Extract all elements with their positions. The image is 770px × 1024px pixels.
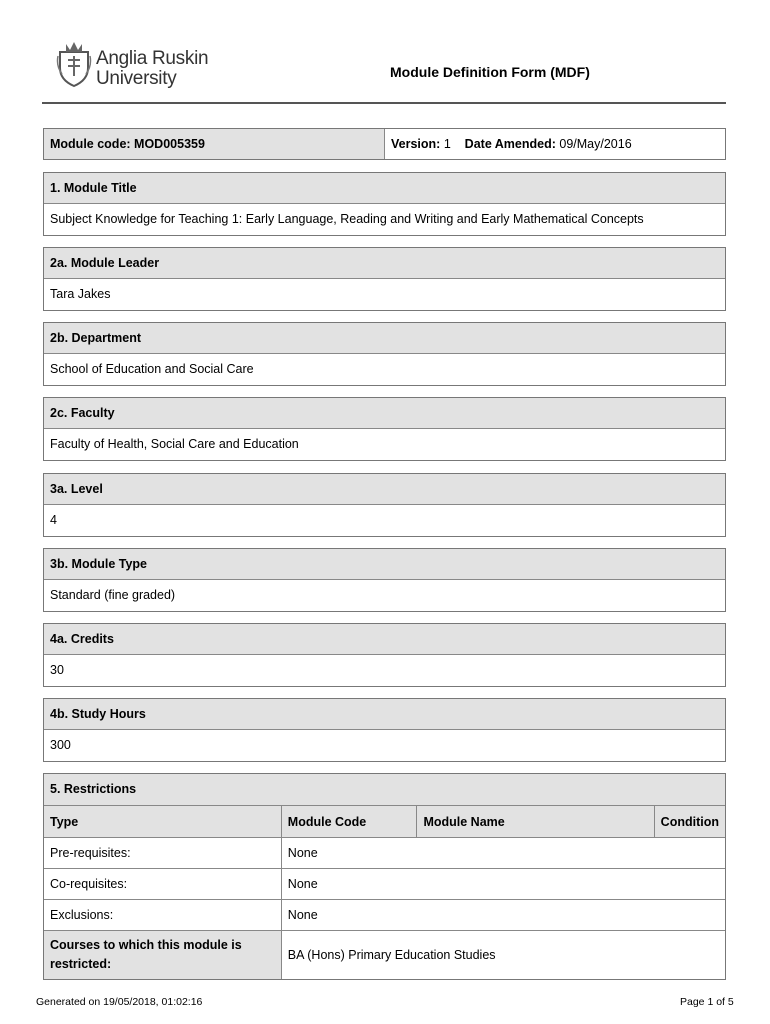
restriction-value: None	[281, 900, 725, 931]
section-module-leader	[43, 247, 726, 311]
section-value: 4	[50, 513, 57, 527]
section-department	[43, 322, 726, 386]
section-header: 2c. Faculty	[44, 398, 725, 429]
section-faculty	[43, 397, 726, 461]
version-label: Version:	[391, 137, 441, 151]
section-study-hours	[43, 698, 726, 762]
restriction-type: Co-requisites:	[44, 869, 281, 900]
module-code-value: MOD005359	[134, 137, 205, 151]
header-divider	[42, 102, 726, 104]
crest-icon	[56, 38, 92, 88]
section-header: 4a. Credits	[44, 624, 725, 655]
table-row	[44, 869, 725, 900]
section-credits	[43, 623, 726, 687]
section-header: 2a. Module Leader	[44, 248, 725, 279]
section-module-type	[43, 548, 726, 612]
version-value: 1	[443, 137, 451, 151]
section-value: School of Education and Social Care	[50, 362, 254, 376]
table-row	[44, 900, 725, 931]
restriction-value: None	[281, 869, 725, 900]
column-header: Module Code	[281, 806, 417, 838]
section-module-title	[43, 172, 726, 236]
footer-page-number: Page 1 of 5	[680, 996, 734, 1008]
module-code-label: Module code:	[50, 137, 131, 151]
logo-text-line2: University	[96, 68, 177, 89]
column-header: Condition	[654, 806, 725, 838]
column-header: Type	[44, 806, 281, 838]
module-code-cell	[44, 129, 385, 159]
section-value: 300	[50, 738, 71, 752]
logo-text-line1: Anglia Ruskin	[96, 48, 209, 69]
section-header: 1. Module Title	[44, 173, 725, 204]
version-cell	[385, 129, 725, 159]
module-code-row	[43, 128, 726, 160]
column-header: Module Name	[417, 806, 654, 838]
section-header: 2b. Department	[44, 323, 725, 354]
section-header: 4b. Study Hours	[44, 699, 725, 730]
section-header: 5. Restrictions	[44, 774, 725, 805]
section-value: Faculty of Health, Social Care and Education	[50, 437, 299, 451]
restriction-type: Pre-requisites:	[44, 838, 281, 869]
section-value: 30	[50, 663, 64, 677]
section-header: 3b. Module Type	[44, 549, 725, 580]
section-level	[43, 473, 726, 537]
table-row	[44, 838, 725, 869]
document-title: Module Definition Form (MDF)	[390, 64, 590, 80]
restrictions-table	[44, 805, 725, 979]
section-header: 3a. Level	[44, 474, 725, 505]
table-header-row	[44, 806, 725, 838]
restriction-type: Courses to which this module is restricted:	[44, 931, 281, 979]
date-amended-label: Date Amended:	[464, 137, 556, 151]
section-restrictions	[43, 773, 726, 980]
footer-generated: Generated on 19/05/2018, 01:02:16	[36, 996, 203, 1008]
table-row	[44, 931, 725, 979]
date-amended-value: 09/May/2016	[559, 137, 632, 151]
university-logo	[56, 38, 226, 90]
restriction-value: BA (Hons) Primary Education Studies	[281, 931, 725, 979]
page-header	[42, 36, 726, 104]
section-value: Tara Jakes	[50, 287, 111, 301]
restriction-value: None	[281, 838, 725, 869]
restriction-type: Exclusions:	[44, 900, 281, 931]
section-value: Standard (fine graded)	[50, 588, 176, 602]
section-value: Subject Knowledge for Teaching 1: Early Language, Reading and Writing and Early Mathematical Concepts	[50, 212, 644, 226]
